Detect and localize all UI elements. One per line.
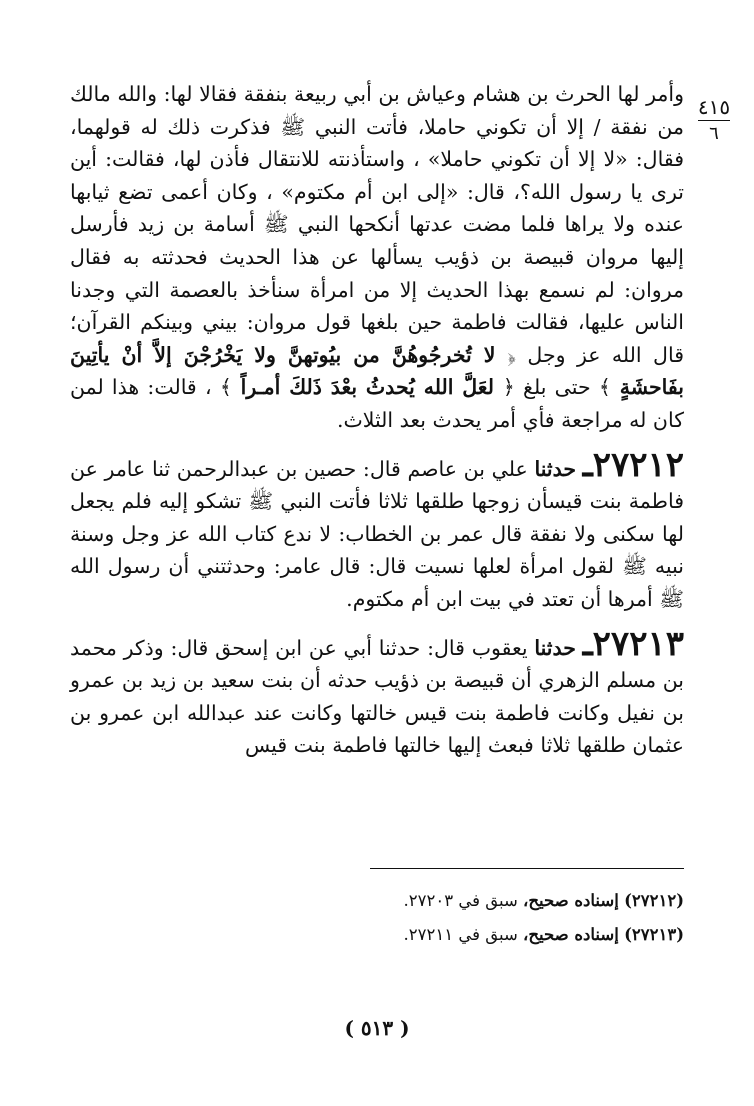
hadith-number: ٢٧٢١٣	[592, 623, 684, 664]
hadith-number: ٢٧٢١٢	[592, 444, 684, 485]
quran-open-bracket: ﴿	[507, 342, 516, 367]
continuation-paragraph	[70, 78, 684, 437]
quran-close-bracket: ﴾	[598, 375, 611, 400]
quran-close-bracket: ﴾	[219, 375, 232, 400]
footnote-note: سبق في ٢٧٢١١.	[403, 925, 518, 944]
footnote-divider	[370, 868, 684, 869]
footnote-ref: (٢٧٢١٢)	[624, 891, 684, 910]
footnote-ref: (٢٧٢١٣)	[624, 925, 684, 944]
continuation-end-text: ، قالت: هذا لمن كان له مراجعة فأي أمر يحدث بعد الثلاث.	[70, 375, 684, 432]
hadith-lead-word: حدثنا	[534, 635, 576, 660]
quran-quote-2	[220, 375, 515, 399]
margin-reference-rule	[698, 120, 730, 121]
quran-quote-1-text: لا تُخرجُوهُنَّ من بيُوتهنَّ ولا يَخْرُجْنَ إلاَّ أنْ يأتِينَ بفَاحشَةٍ	[70, 342, 684, 400]
quran-quote-2-text: لعَلَّ الله يُحدثُ بعْدَ ذَلكَ أمـراً	[240, 375, 494, 400]
quran-open-bracket: ﴿	[502, 375, 515, 400]
hadith-27213	[70, 623, 684, 762]
margin-reference-part: ٦	[709, 123, 719, 144]
hadith-dash: ـ	[582, 623, 593, 664]
hadith-dash: ـ	[582, 444, 593, 485]
margin-reference	[692, 96, 736, 145]
footnote-item	[70, 918, 684, 952]
footnote-grade: إسناده صحيح،	[523, 891, 619, 910]
hadith-text: يعقوب قال: حدثنا أبي عن ابن إسحق قال: وذكر محمد بن مسلم الزهري أن قبيصة بن ذؤيب حدثه أن بنت سعيد بن زيد بن عمرو بن نفيل وكانت فاطمة بنت قيس خالتها وكانت عند عبدالله ابن عمرو بن عثمان طلقها ثلاثا فبعث إليها خالتها فاطمة بنت قيس	[70, 635, 684, 758]
hadith-lead-word: حدثنا	[534, 456, 577, 481]
footnote-item	[70, 884, 684, 918]
footnote-note: سبق في ٢٧٢٠٣.	[403, 891, 518, 910]
main-text	[70, 78, 684, 762]
footnotes	[70, 884, 684, 952]
footnote-grade: إسناده صحيح،	[523, 925, 619, 944]
hadith-27212	[70, 444, 684, 616]
margin-reference-volume: ٤١٥	[697, 95, 731, 119]
page-number: ( ٥١٣ )	[344, 1016, 410, 1040]
between-quran-text: حتى بلغ	[523, 375, 591, 400]
continuation-text: وأمر لها الحرث بن هشام وعياش بن أبي ربيعة بنفقة فقالا لها: والله مالك من نفقة / إلا أن تكوني حاملا، فأتت النبي ﷺ فذكرت ذلك له قولهما، فقال: «لا إلا أن تكوني حاملا» ، واستأذنته للانتقال فأذن لها، فقالت: أين ترى يا رسول الله؟، قال: «إلى ابن أم مكتوم» ، وكان أعمى تضع ثيابها عنده ولا يراها فلما مضت عدتها أنكحها النبي ﷺ أسامة بن زيد فأرسل إليها مروان قبيصة بن ذؤيب يسألها عن هذا الحديث فحدثته به فقال مروان: لم نسمع بهذا الحديث إلا من امرأة سنأخذ بالعصمة التي وجدنا الناس عليها، فقالت فاطمة حين بلغها قول مروان: بيني وبينكم القرآن؛ قال الله عز وجل	[70, 82, 684, 367]
hadith-text: علي بن عاصم قال: حصين بن عبدالرحمن ثنا عامر عن فاطمة بنت قيسأن زوجها طلقها ثلاثا فأتت النبي ﷺ تشكو إليه فلم يجعل لها سكنى ولا نفقة قال عمر بن الخطاب: لا ندع كتاب الله عز وجل وسنة نبيه ﷺ لقول امرأة لعلها نسيت قال: قال عامر: وحدثتني أن رسول الله ﷺ أمرها أن تعتد في بيت ابن أم مكتوم.	[70, 456, 684, 611]
